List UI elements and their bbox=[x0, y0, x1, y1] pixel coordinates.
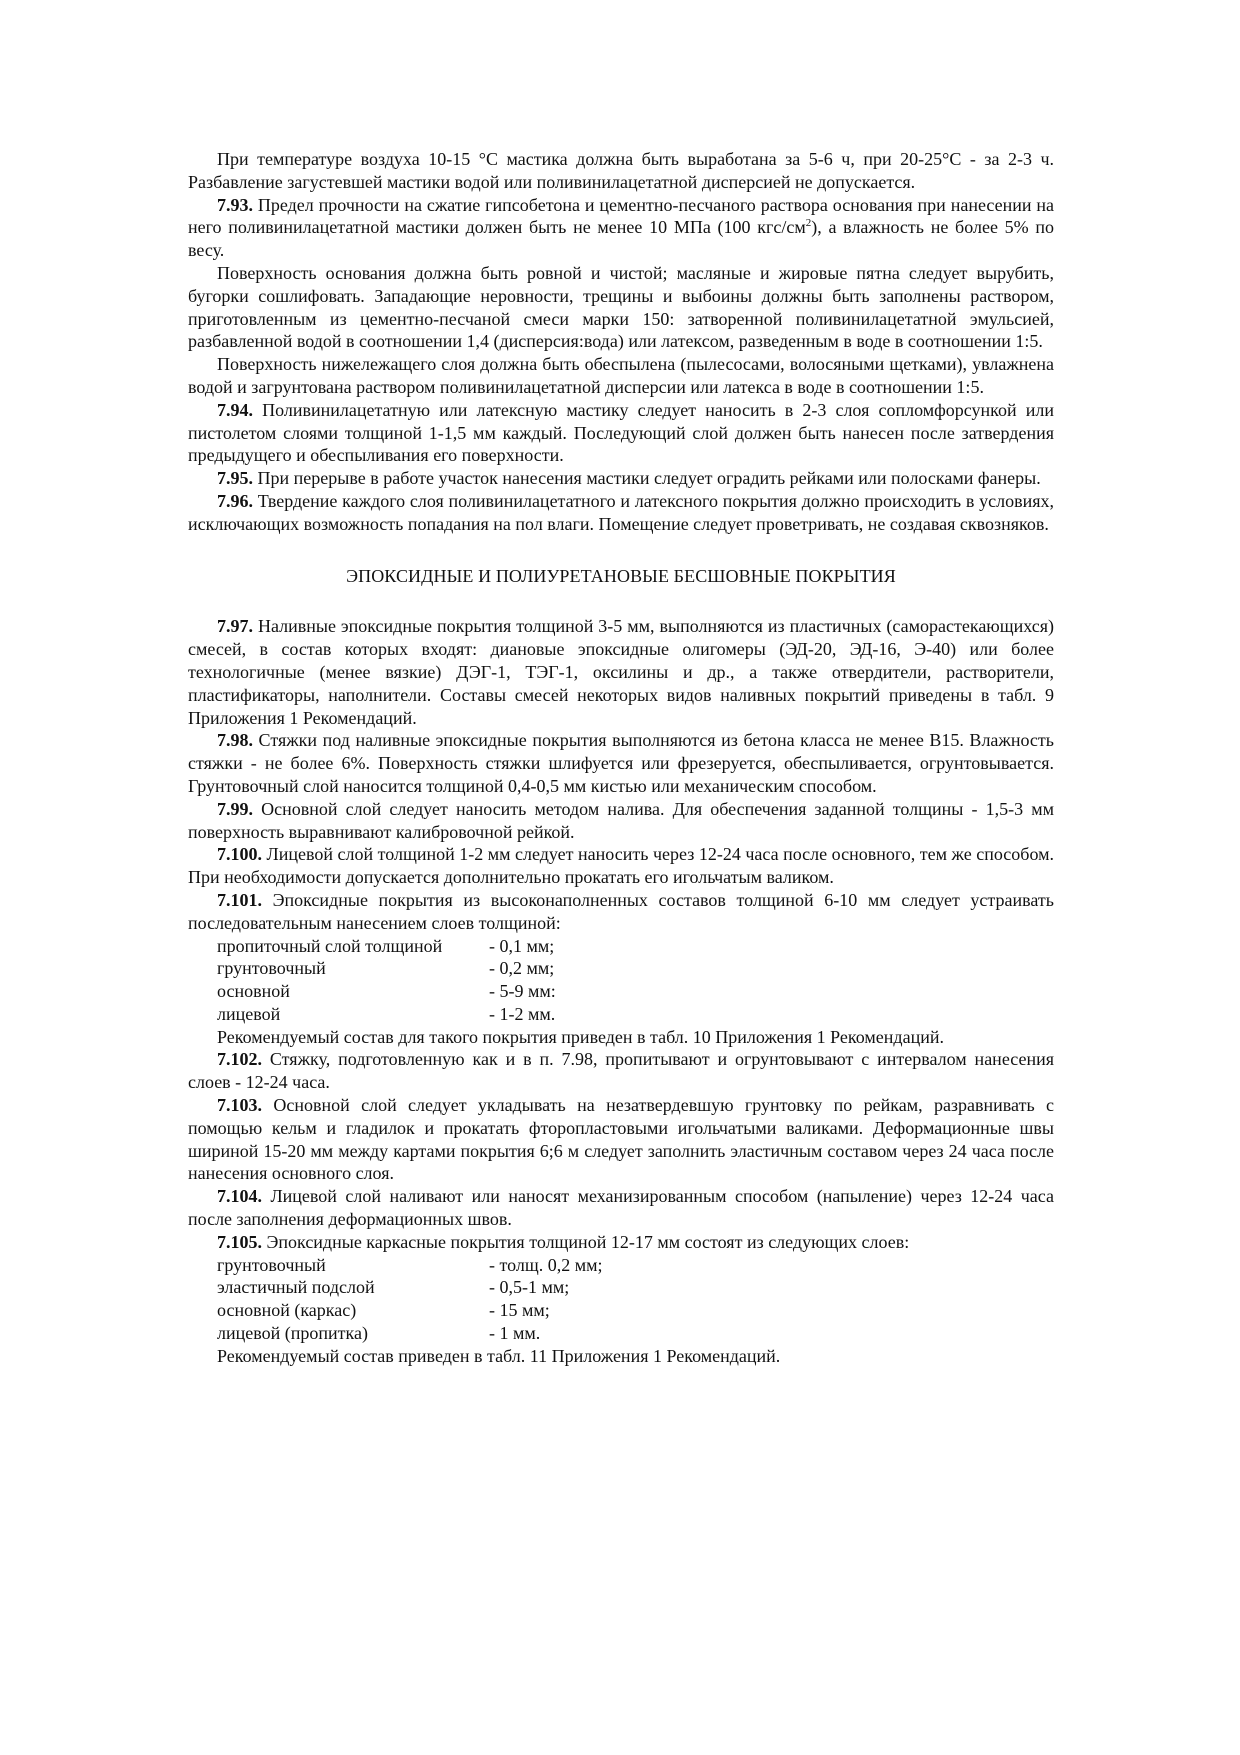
clause-number: 7.105. bbox=[217, 1231, 262, 1252]
clause-number: 7.98. bbox=[217, 730, 253, 751]
paragraph-underlying-layer: Поверхность нижележащего слоя должна быть обеспылена (пылесосами, волосяными щетками), увлажнена водой и загрунтована раствором поливинилацетатной дисперсии или латекса в воде в соотношении 1:5. bbox=[188, 354, 1054, 397]
paragraph-7-102: 7.102. Стяжку, подготовленную как и в п. 7.98, пропитывают и огрунтовывают с интервалом нанесения слоев - 12-24 часа. bbox=[188, 1049, 1054, 1093]
paragraph-7-98: 7.98. Стяжки под наливные эпоксидные покрытия выполняются из бетона класса не менее В15. Влажность стяжки - не более 6%. Поверхность стяжки шлифуется или фрезеруется, обеспыливается, огрунтовывается. Грунтовочный слой наносится толщиной 0,4-0,5 мм кистью или механическим способом. bbox=[188, 730, 1054, 796]
superscript: 2 bbox=[805, 217, 812, 230]
paragraph-7-99: 7.99. Основной слой следует наносить методом налива. Для обеспечения заданной толщины - 1,5-3 мм поверхность выравнивают калибровочной рейкой. bbox=[188, 798, 1054, 842]
section-heading: ЭПОКСИДНЫЕ И ПОЛИУРЕТАНОВЫЕ БЕСШОВНЫЕ ПОКРЫТИЯ bbox=[346, 565, 896, 586]
list-item: основной (каркас) - 15 мм; bbox=[217, 1300, 550, 1321]
list-item: пропиточный слой толщиной - 0,1 мм; bbox=[217, 935, 555, 956]
list-note-2: Рекомендуемый состав приведен в табл. 11 Приложения 1 Рекомендаций. bbox=[217, 1345, 781, 1366]
paragraph-7-103: 7.103. Основной слой следует укладывать на незатвердевшую грунтовку по рейкам, разравнивать с помощью кельм и гладилок и прокатать фторопластовыми игольчатыми валиками. Деформационные швы шириной 15-20 мм между картами покрытия 6;6 м следует заполнить эластичным составом через 24 часа после нанесения основного слоя. bbox=[188, 1095, 1054, 1184]
layer-list-2 bbox=[188, 1254, 1054, 1345]
document-page bbox=[188, 148, 1054, 1368]
paragraph-7-104: 7.104. Лицевой слой наливают или наносят механизированным способом (напыление) через 12-24 часа после заполнения деформационных швов. bbox=[188, 1186, 1054, 1230]
list-item: лицевой (пропитка) - 1 мм. bbox=[217, 1323, 541, 1344]
paragraph-7-97: 7.97. Наливные эпоксидные покрытия толщиной 3-5 мм, выполняются из пластичных (саморастекающихся) смесей, в состав которых входят: диановые эпоксидные олигомеры (ЭД-20, ЭД-16, Э-40) или более технологичные (менее вязкие) ДЭГ-1, ТЭГ-1, оксилины и др., а также отвердители, растворители, пластификаторы, наполнители. Составы смесей некоторых видов наливных покрытий приведены в табл. 9 Приложения 1 Рекомендаций. bbox=[188, 616, 1054, 728]
list-item: грунтовочный - толщ. 0,2 мм; bbox=[217, 1254, 603, 1275]
clause-number: 7.94. bbox=[217, 399, 253, 420]
clause-number: 7.95. bbox=[217, 468, 253, 489]
layer-list-1 bbox=[188, 935, 1054, 1026]
clause-number: 7.93. bbox=[217, 194, 253, 215]
clause-number: 7.100. bbox=[217, 844, 262, 865]
clause-number: 7.103. bbox=[217, 1095, 262, 1116]
paragraph-intro: При температуре воздуха 10-15 °С мастика должна быть выработана за 5-6 ч, при 20-25°С - за 2-3 ч. Разбавление загустевшей мастики водой или поливинилацетатной дисперсией не допускается. bbox=[188, 149, 1054, 192]
clause-number: 7.97. bbox=[217, 616, 253, 637]
list-item: эластичный подслой - 0,5-1 мм; bbox=[217, 1277, 570, 1298]
paragraph-base-surface: Поверхность основания должна быть ровной и чистой; масляные и жировые пятна следует вырубить, бугорки сошлифовать. Западающие неровности, трещины и выбоины должны быть заполнены раствором, приготовленным из цементно-песчаной смеси марки 150: затворенной поливинилацетатной эмульсией, разбавленной водой в соотношении 1,4 (дисперсия:вода) или латексом, разведенным в воде в соотношении 1:5. bbox=[188, 262, 1054, 352]
clause-number: 7.104. bbox=[217, 1186, 262, 1207]
list-item: грунтовочный - 0,2 мм; bbox=[217, 958, 555, 979]
list-item: лицевой - 1-2 мм. bbox=[217, 1003, 556, 1024]
paragraph-7-101: 7.101. Эпоксидные покрытия из высоконаполненных составов толщиной 6-10 мм следует устраивать последовательным нанесением слоев толщиной: bbox=[188, 889, 1054, 933]
clause-number: 7.96. bbox=[217, 490, 253, 511]
list-note-1: Рекомендуемый состав для такого покрытия приведен в табл. 10 Приложения 1 Рекомендаций. bbox=[217, 1026, 944, 1047]
paragraph-7-100: 7.100. Лицевой слой толщиной 1-2 мм следует наносить через 12-24 часа после основного, тем же способом. При необходимости допускается дополнительно прокатать его игольчатым валиком. bbox=[188, 844, 1054, 888]
clause-number: 7.102. bbox=[217, 1049, 262, 1070]
clause-number: 7.101. bbox=[217, 889, 262, 910]
list-item: основной - 5-9 мм: bbox=[217, 981, 556, 1002]
paragraph-7-105: 7.105. Эпоксидные каркасные покрытия толщиной 12-17 мм состоят из следующих слоев: bbox=[217, 1231, 910, 1252]
clause-number: 7.99. bbox=[217, 798, 253, 819]
paragraph-7-95: 7.95. При перерыве в работе участок нанесения мастики следует оградить рейками или полосками фанеры. bbox=[217, 468, 1041, 489]
paragraph-7-96: 7.96. Твердение каждого слоя поливинилацетатного и латексного покрытия должно происходить в условиях, исключающих возможность попадания на пол влаги. Помещение следует проветривать, не создавая сквозняков. bbox=[188, 490, 1054, 534]
paragraph-7-94: 7.94. Поливинилацетатную или латексную мастику следует наносить в 2-3 слоя сопломфорсункой или пистолетом слоями толщиной 1-1,5 мм каждый. Последующий слой должен быть нанесен после затвердения предыдущего и обеспыливания его поверхности. bbox=[188, 399, 1054, 466]
paragraph-7-93: 7.93. Предел прочности на сжатие гипсобетона и цементно-песчаного раствора основания при нанесении на него поливинилацетатной мастики должен быть не менее 10 МПа (100 кгс/$см^2$), а влажность не более 5% по весу. bbox=[188, 194, 1055, 261]
